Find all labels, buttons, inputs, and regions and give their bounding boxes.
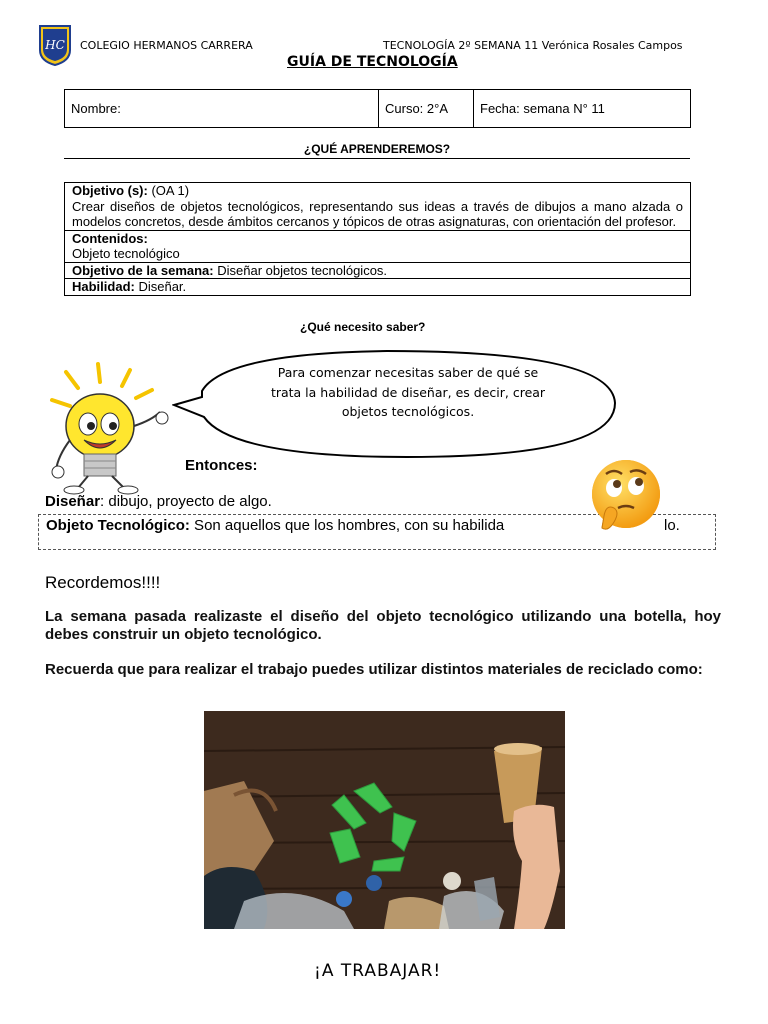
page-title: GUÍA DE TECNOLOGÍA xyxy=(287,54,458,70)
bubble-text: Para comenzar necesitas saber de qué se trata la habilidad de diseñar, es decir, crear objetos tecnológicos. xyxy=(270,365,546,419)
svg-text:HC: HC xyxy=(45,38,65,52)
contents-text: Objeto tecnológico xyxy=(72,246,180,261)
objective-label: Objetivo (s): xyxy=(72,183,148,198)
objective-row xyxy=(65,183,690,231)
name-field[interactable]: Nombre: xyxy=(65,90,379,128)
objective-code: (OA 1) xyxy=(147,183,190,198)
recycling-materials-photo xyxy=(204,711,565,929)
student-info-table xyxy=(64,89,691,128)
disenar-label: Diseñar xyxy=(45,493,101,510)
week-objective-text: Diseñar objetos tecnológicos. xyxy=(213,262,388,278)
thinking-emoji-overlay xyxy=(584,458,666,536)
disenar-text: : dibujo, proyecto de algo. xyxy=(100,493,272,510)
need-to-know-heading: ¿Qué necesito saber? xyxy=(300,320,426,334)
learn-heading: ¿QUÉ APRENDEREMOS? xyxy=(64,142,690,159)
skill-row xyxy=(65,279,690,295)
objective-text: Crear diseños de objetos tecnológicos, representando sus ideas a través de dibujos a mano alzada o modelos concretos, desde ámbitos cercanos y tópicos de otras asignaturas, con orientación del profesor. xyxy=(72,198,683,229)
paragraph-materials: Recuerda que para realizar el trabajo puedes utilizar distintos materiales de reciclado como: xyxy=(45,661,703,678)
objeto-text: Son aquellos que los hombres, con su habilida xyxy=(189,517,505,534)
school-logo xyxy=(38,24,72,66)
paragraph-last-week: La semana pasada realizaste el diseño del objeto tecnológico utilizando una botella, hoy debes construir un objeto tecnológico. xyxy=(45,608,721,643)
objeto-label: Objeto Tecnológico: xyxy=(46,517,190,534)
recordemos-heading: Recordemos!!!! xyxy=(45,573,161,592)
date-field: Fecha: semana N° 11 xyxy=(474,90,691,128)
skill-label: Habilidad: xyxy=(72,279,135,294)
skill-text: Diseñar. xyxy=(134,279,187,294)
week-objective-row xyxy=(65,263,690,280)
contents-label: Contenidos: xyxy=(72,230,148,246)
week-objective-label: Objetivo de la semana: xyxy=(72,262,214,278)
course-info: TECNOLOGÍA 2º SEMANA 11 Verónica Rosales Campos xyxy=(383,39,683,52)
entonces-label: Entonces: xyxy=(185,457,258,474)
school-name: COLEGIO HERMANOS CARRERA xyxy=(80,39,253,52)
contents-row xyxy=(65,231,690,263)
objeto-text-tail: lo. xyxy=(664,517,680,534)
course-field: Curso: 2°A xyxy=(379,90,474,128)
closing-text: ¡A TRABAJAR! xyxy=(314,961,442,981)
lightbulb-character-icon xyxy=(48,360,176,496)
objectives-box xyxy=(64,182,691,296)
definition-disenar xyxy=(45,493,272,510)
